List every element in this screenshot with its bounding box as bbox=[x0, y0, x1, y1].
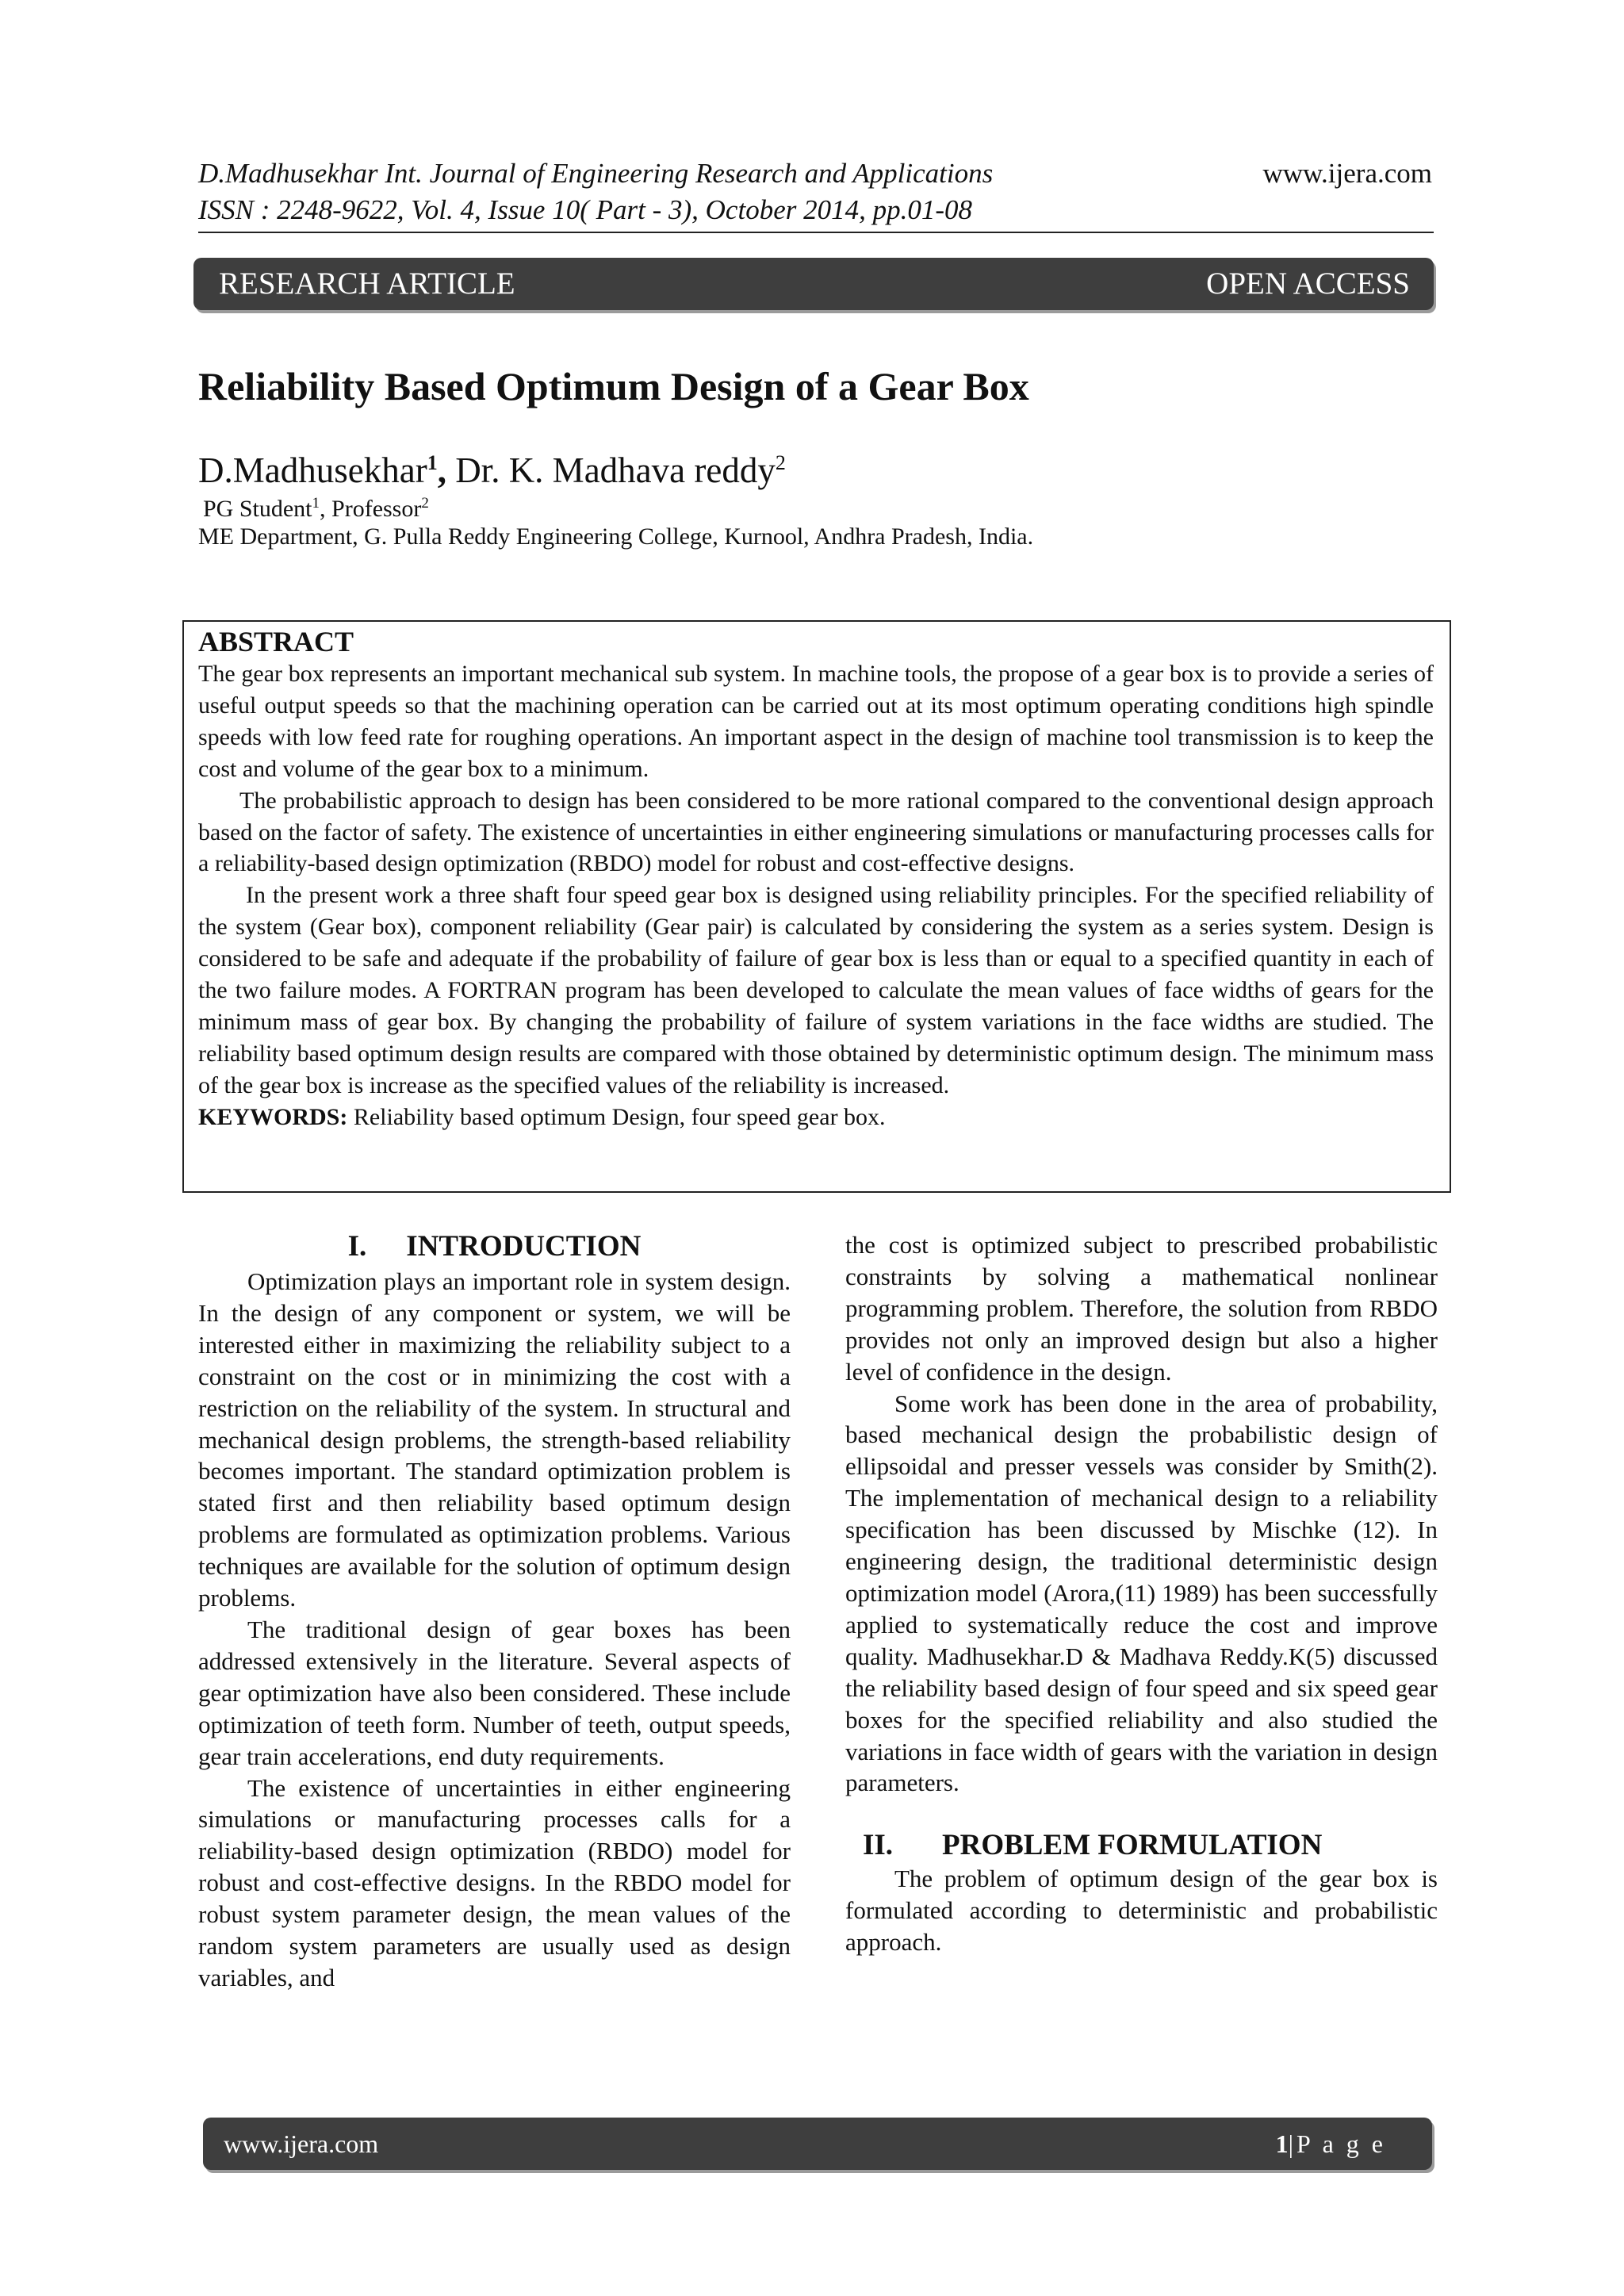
paper-title: Reliability Based Optimum Design of a Gear Box bbox=[198, 364, 1029, 408]
author-separator: , bbox=[437, 450, 446, 490]
section-2-number: II. bbox=[863, 1829, 894, 1862]
body-paragraph: the cost is optimized subject to prescribed probabilistic constraints by solving a mathematical nonlinear programming problem. Therefore, the solution from RBDO provides not only an improved design but also a higher level of confidence in the design. bbox=[845, 1231, 1438, 1386]
keywords-text: Reliability based optimum Design, four speed gear box. bbox=[347, 1103, 886, 1130]
body-paragraph: Optimization plays an important role in system design. In the design of any component or system, we will be interested either in maximizing the reliability subject to a constraint on the cost or in minimizing the cost with a restriction on the reliability of the system. In structural and mechanical design problems, the strength-based reliability becomes important. The standard optimization problem is stated first and then reliability based optimum design problems are formulated as optimization problems. Various techniques are available for the solution of optimum design problems. bbox=[198, 1267, 791, 1612]
page-label: |P a g e bbox=[1288, 2129, 1386, 2158]
page-indicator bbox=[1276, 2118, 1386, 2170]
author-2-marker: 2 bbox=[775, 451, 786, 474]
right-column bbox=[845, 1229, 1438, 1958]
author-1: D.Madhusekhar bbox=[198, 450, 427, 490]
author-1-marker: 1 bbox=[427, 451, 438, 474]
journal-line: D.Madhusekhar Int. Journal of Engineering Research and Applications bbox=[198, 158, 994, 189]
section-1-number: I. bbox=[347, 1230, 367, 1263]
author-roles bbox=[203, 489, 429, 524]
page-footer bbox=[203, 2118, 1432, 2170]
affiliation: ME Department, G. Pulla Reddy Engineering College, Kurnool, Andhra Pradesh, India. bbox=[198, 523, 1034, 550]
author-line bbox=[198, 441, 786, 493]
header-website-link[interactable]: www.ijera.com bbox=[1262, 158, 1432, 189]
running-header bbox=[198, 155, 1432, 228]
body-paragraph: The problem of optimum design of the gear box is formulated according to deterministic and probabilistic approach. bbox=[845, 1865, 1438, 1957]
author-2: Dr. K. Madhava reddy bbox=[446, 450, 776, 490]
section-2-heading bbox=[845, 1828, 1438, 1863]
body-paragraph: Some work has been done in the area of probability, based mechanical design the probabilistic design of ellipsoidal and presser vessels was consider by Smith(2). The implementation of mechanical design to a reliability specification has been discussed by Mischke (12). In engineering design, the traditional deterministic design optimization model (Arora,(11) 1989) has been successfully applied to systematically reduce the cost and improve quality. Madhusekhar.D & Madhava Reddy.K(5) discussed the reliability based design of four speed and six speed gear boxes for the specified reliability and also studied the variations in face width of gears with the variation in design parameters. bbox=[845, 1389, 1438, 1797]
research-article-label: RESEARCH ARTICLE bbox=[219, 266, 515, 301]
abstract-paragraph: In the present work a three shaft four speed gear box is designed using reliability principles. For the specified reliability of the system (Gear box), component reliability (Gear pair) is calculated by considering the system as a series system. Design is considered to be safe and adequate if the probability of failure of gear box is less than or equal to a specified quantity in each of the two failure modes. A FORTRAN program has been developed to calculate the mean values of face widths of gears for the minimum mass of gear box. By changing the probability of failure of system variations in the face widths are studied. The reliability based optimum design results are compared with those obtained by deterministic optimum design. The minimum mass of the gear box is increase as the specified values of the reliability is increased. bbox=[198, 882, 1434, 1098]
header-divider bbox=[198, 232, 1434, 233]
abstract-paragraph: The probabilistic approach to design has been considered to be more rational compared to the conventional design approach based on the factor of safety. The existence of uncertainties in either engineering simulations or manufacturing processes calls for a reliability-based design optimization (RBDO) model for robust and cost-effective designs. bbox=[198, 787, 1434, 877]
left-column bbox=[198, 1229, 791, 1994]
open-access-label: OPEN ACCESS bbox=[1206, 266, 1410, 301]
keywords bbox=[198, 1102, 1434, 1133]
abstract-paragraph: The gear box represents an important mechanical sub system. In machine tools, the propose of a gear box is to provide a series of useful output speeds so that the machining operation can be carried out at its most optimum operating conditions high spindle speeds with low feed rate for roughing operations. An important aspect in the design of machine tool transmission is to keep the cost and volume of the gear box to a minimum. bbox=[198, 661, 1434, 782]
footer-website-link[interactable]: www.ijera.com bbox=[224, 2129, 379, 2158]
role-1-marker: 1 bbox=[312, 495, 320, 512]
section-1-heading bbox=[198, 1229, 791, 1264]
body-paragraph: The existence of uncertainties in either engineering simulations or manufacturing processes calls for a reliability-based design optimization (RBDO) model for robust and cost-effective designs. In the RBDO model for robust system parameter design, the mean values of the random system parameters are usually used as design variables, and bbox=[198, 1773, 791, 1991]
keywords-label: KEYWORDS: bbox=[198, 1103, 348, 1130]
article-type-banner bbox=[193, 258, 1434, 310]
section-2-title: PROBLEM FORMULATION bbox=[942, 1829, 1323, 1862]
role-2: , Professor bbox=[320, 496, 422, 522]
role-2-marker: 2 bbox=[421, 495, 429, 512]
issn-line: ISSN : 2248-9622, Vol. 4, Issue 10( Part - 3), October 2014, pp.01-08 bbox=[198, 194, 973, 225]
role-1: PG Student bbox=[203, 496, 312, 522]
page-number: 1 bbox=[1275, 2129, 1289, 2158]
abstract bbox=[198, 625, 1434, 1133]
abstract-heading: ABSTRACT bbox=[198, 626, 354, 657]
section-1-title: INTRODUCTION bbox=[406, 1230, 642, 1263]
body-paragraph: The traditional design of gear boxes has been addressed extensively in the literature. Several aspects of gear optimization have also been considered. These include optimization of teeth form. Number of teeth, output speeds, gear train accelerations, end duty requirements. bbox=[198, 1615, 791, 1770]
